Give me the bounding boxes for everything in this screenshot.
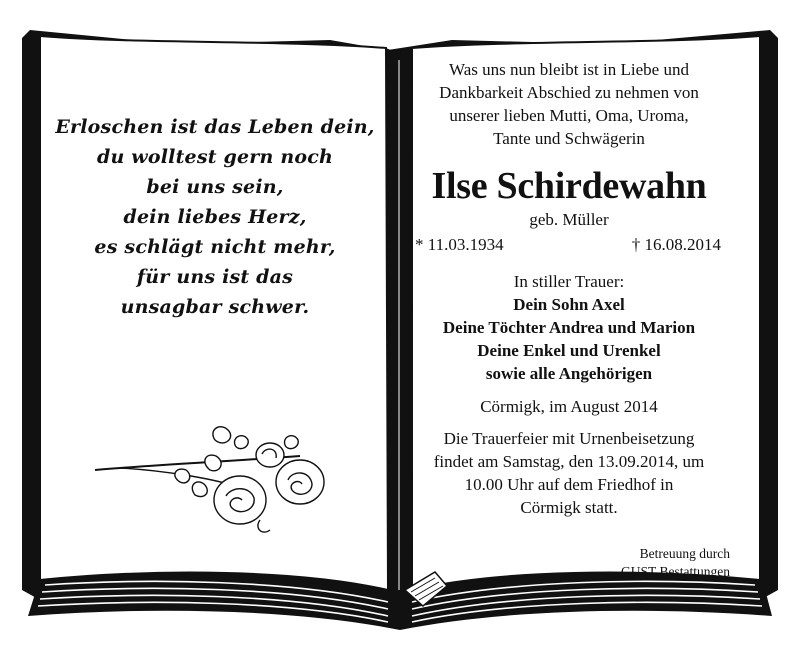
- ceremony-line: Cörmigk statt.: [520, 498, 618, 517]
- undertaker-line: Betreuung durch: [639, 546, 730, 561]
- mourner-line: Dein Sohn Axel: [513, 295, 625, 314]
- mourners-heading: In stiller Trauer:: [513, 272, 625, 291]
- intro-text: [405, 58, 733, 150]
- poem-line: Erloschen ist das Leben dein,: [55, 116, 375, 138]
- undertaker-line: GUST-Bestattungen: [621, 564, 730, 579]
- intro-line: Tante und Schwägerin: [493, 129, 645, 148]
- poem-line: bei uns sein,: [146, 176, 284, 198]
- deceased-name: Ilse Schirdewahn: [431, 165, 707, 207]
- intro-line: Dankbarkeit Abschied zu nehmen von: [439, 83, 699, 102]
- ceremony-line: Die Trauerfeier mit Urnenbeisetzung: [443, 429, 695, 448]
- mourner-line: Deine Enkel und Urenkel: [477, 341, 661, 360]
- death-date: † 16.08.2014: [631, 235, 721, 254]
- poem-line: es schlägt nicht mehr,: [94, 236, 336, 258]
- life-dates: [405, 233, 733, 256]
- intro-line: unserer lieben Mutti, Oma, Uroma,: [449, 106, 689, 125]
- intro-line: Was uns nun bleibt ist in Liebe und: [449, 60, 689, 79]
- poem-line: unsagbar schwer.: [120, 296, 310, 318]
- poem-line: du wolltest gern noch: [96, 146, 333, 168]
- obituary-text: [405, 58, 733, 519]
- mourner-line: sowie alle Angehörigen: [485, 364, 653, 383]
- ceremony-line: 10.00 Uhr auf dem Friedhof in: [464, 475, 674, 494]
- poem-line: für uns ist das: [136, 266, 294, 288]
- mourners: [405, 270, 733, 385]
- ceremony-info: [405, 427, 733, 519]
- maiden-name: geb. Müller: [529, 210, 609, 229]
- birth-date: * 11.03.1934: [415, 235, 504, 254]
- poem: [55, 112, 375, 322]
- ceremony-line: findet am Samstag, den 13.09.2014, um: [433, 452, 705, 471]
- poem-line: dein liebes Herz,: [123, 206, 307, 228]
- place-date: Cörmigk, im August 2014: [480, 397, 658, 416]
- undertaker-credit: [560, 545, 730, 581]
- mourner-line: Deine Töchter Andrea und Marion: [442, 318, 696, 337]
